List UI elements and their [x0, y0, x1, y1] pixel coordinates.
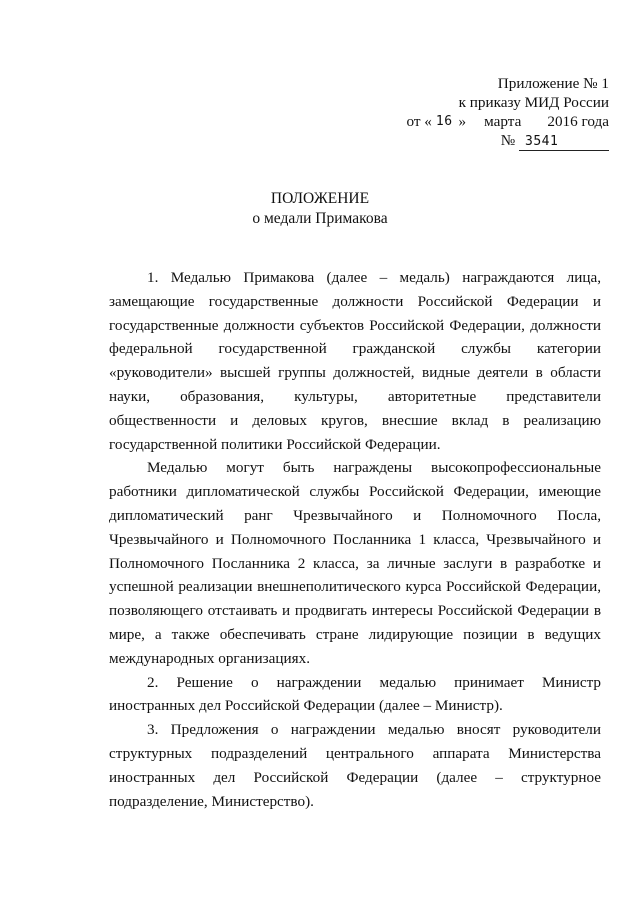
title-main: ПОЛОЖЕНИЕ	[270, 190, 370, 207]
order-date-line	[309, 112, 609, 131]
paragraph-2: Медалью могут быть награждены высокопрофессиональные работники дипломатической службы Российской Федерации, имеющие дипломатический ранг Чрезвычайного и Полномочного Посла, Чрезвычайного и Полномочного Посланника 1 класса, Чрезвычайного и Полномочного Посланника 2 класса, за личные заслуги в разработке и успешной реализации внешнеполитического курса Российской Федерации, позволяющего отстаивать и продвигать интересы Российской Федерации в мире, а также обеспечивать стране лидирующие позиции в ведущих международных организациях.	[109, 459, 601, 667]
paragraph-3: 2. Решение о награждении медалью принимает Министр иностранных дел Российской Федерации (далее – Министр).	[109, 673, 601, 715]
date-month: марта	[484, 113, 522, 130]
title-subtitle: о медали Примакова	[252, 210, 388, 227]
appendix-label: Приложение № 1	[497, 75, 609, 92]
date-year: 2016 года	[547, 113, 609, 130]
paragraph-4: 3. Предложения о награждении медалью вносят руководители структурных подразделений центрального аппарата Министерства иностранных дел Российской Федерации (далее – структурное подразделение, Министерство).	[109, 721, 601, 810]
document-body	[109, 266, 601, 813]
date-close-quote: »	[458, 113, 467, 130]
date-prefix: от «	[406, 113, 432, 130]
document-title	[0, 189, 640, 229]
number-prefix: №	[500, 132, 516, 149]
order-reference: к приказу МИД России	[458, 94, 609, 111]
order-number: 3541	[519, 134, 609, 151]
date-day: 16	[435, 114, 453, 129]
header-block	[309, 74, 609, 151]
order-number-line	[309, 131, 609, 151]
paragraph-1: 1. Медалью Примакова (далее – медаль) награждаются лица, замещающие государственные должности Российской Федерации и государственные должности субъектов Российской Федерации, должности федеральной государственной гражданской службы категории «руководители» высшей группы должностей, видные деятели в области науки, образования, культуры, авторитетные представители общественности и деловых кругов, внесшие вклад в реализацию государственной политики Российской Федерации.	[109, 269, 601, 453]
